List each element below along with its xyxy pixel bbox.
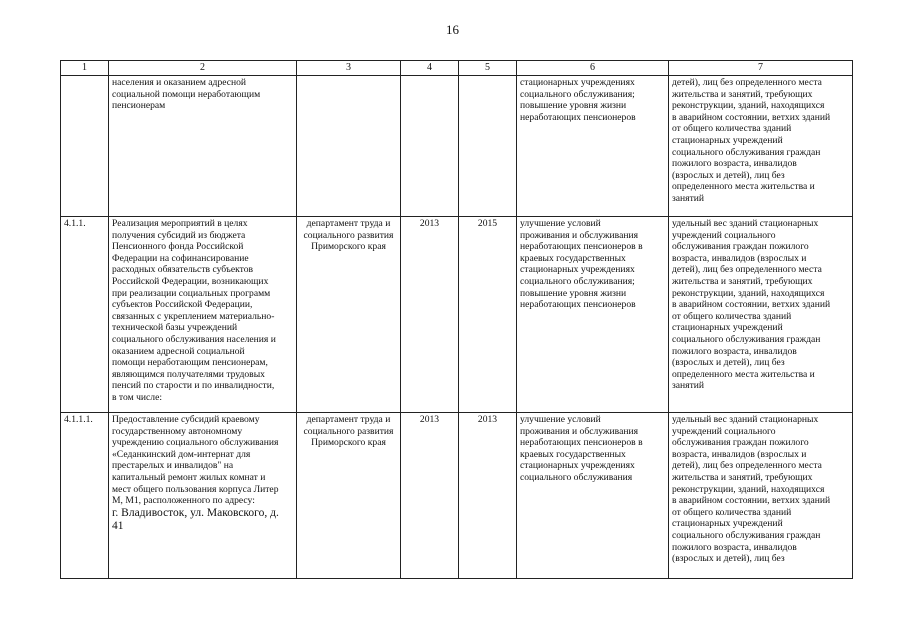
executor: департамент труда и социального развития Приморского края [297,217,401,413]
header-col-6: 6 [517,61,669,76]
indicator: удельный вес зданий стационарных учреждений социального обслуживания граждан пожилого возраста, инвалидов (взрослых и детей), лиц без определенного места жительства и занятий, требующих реконструкции, зданий, находящихся в аварийном состоянии, ветхих зданий от общего количества зданий стационарных учреждений социального обслуживания граждан пожилого возраста, инвалидов (взрослых и детей), лиц без определенного места жительства и занятий [669,217,853,413]
table-row [61,413,853,579]
measure-address: г. Владивосток, ул. Маковского, д. 41 [112,506,279,532]
header-col-1: 1 [61,61,109,76]
header-col-2: 2 [109,61,297,76]
start-year [401,76,459,217]
table-row [61,217,853,413]
start-year: 2013 [401,413,459,579]
program-table [60,60,853,579]
end-year [459,76,517,217]
indicator: детей), лиц без определенного места жительства и занятий, требующих реконструкции, зданий, находящихся в аварийном состоянии, ветхих зданий от общего количества зданий стационарных учреждений социального обслуживания граждан пожилого возраста, инвалидов (взрослых и детей), лиц без определенного места жительства и занятий [669,76,853,217]
executor [297,76,401,217]
expected-result: улучшение условий проживания и обслуживания неработающих пенсионеров в краевых государственных стационарных учреждениях социального обслуживания [517,413,669,579]
header-col-5: 5 [459,61,517,76]
measure-title: населения и оказанием адресной социальной помощи неработающим пенсионерам [109,76,297,217]
indicator: удельный вес зданий стационарных учреждений социального обслуживания граждан пожилого возраста, инвалидов (взрослых и детей), лиц без определенного места жительства и занятий, требующих реконструкции, зданий, находящихся в аварийном состоянии, ветхих зданий от общего количества зданий стационарных учреждений социального обслуживания граждан пожилого возраста, инвалидов (взрослых и детей), лиц без [669,413,853,579]
end-year: 2013 [459,413,517,579]
start-year: 2013 [401,217,459,413]
executor: департамент труда и социального развития Приморского края [297,413,401,579]
header-col-7: 7 [669,61,853,76]
end-year: 2015 [459,217,517,413]
row-number: 4.1.1. [61,217,109,413]
header-col-3: 3 [297,61,401,76]
expected-result: стационарных учреждениях социального обслуживания; повышение уровня жизни неработающих пенсионеров [517,76,669,217]
header-col-4: 4 [401,61,459,76]
expected-result: улучшение условий проживания и обслуживания неработающих пенсионеров в краевых государственных стационарных учреждениях социального обслуживания; повышение уровня жизни неработающих пенсионеров [517,217,669,413]
measure-title-text: Предоставление субсидий краевому государственному автономному учреждению социального обслуживания «Седанкинский дом-интернат для престарелых и инвалидов" на капитальный ремонт жилых комнат и мест общего пользования корпуса Литер М, М1, расположенного по адресу: [112,414,279,507]
page-number: 16 [446,22,459,37]
row-number [61,76,109,217]
table-row [61,76,853,217]
measure-title: Реализация мероприятий в целях получения субсидий из бюджета Пенсионного фонда Российской Федерации на софинансирование расходных обязательств субъектов Российской Федерации, возникающих при реализации социальных программ субъектов Российской Федерации, связанных с укреплением материально- технической базы учреждений социального обслуживания населения и оказанием адресной социальной помощи неработающим пенсионерам, являющимся получателями трудовых пенсий по старости и по инвалидности, в том числе: [109,217,297,413]
header-row [61,61,853,76]
measure-title [109,413,297,579]
row-number: 4.1.1.1. [61,413,109,579]
